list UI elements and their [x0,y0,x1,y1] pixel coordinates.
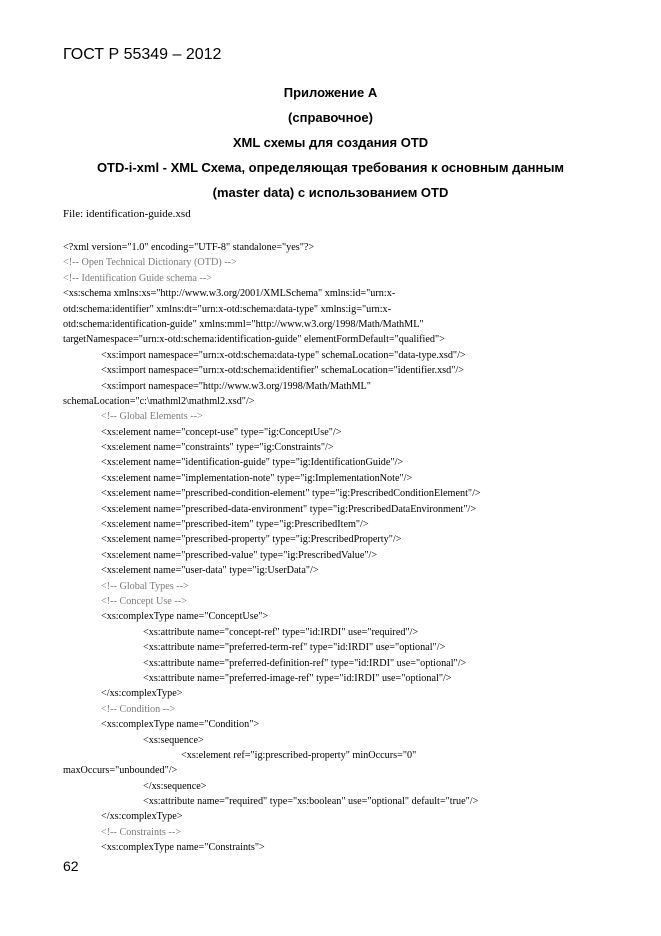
code-line: <xs:attribute name="preferred-term-ref" type="id:IRDI" use="optional"/> [143,642,446,654]
code-line: <xs:attribute name="preferred-definition-ref" type="id:IRDI" use="optional"/> [143,657,467,669]
code-listing [63,240,643,856]
code-line: <xs:element name="identification-guide" type="ig:IdentificationGuide"/> [101,457,404,469]
file-label: File: identification-guide.xsd [63,208,191,220]
code-line: <xs:import namespace="http://www.w3.org/1998/Math/MathML" [101,380,371,392]
code-line: <xs:element name="prescribed-property" type="ig:PrescribedProperty"/> [101,534,402,546]
code-line: <xs:sequence> [143,734,204,746]
code-line: <xs:import namespace="urn:x-otd:schema:identifier" schemaLocation="identifier.xsd"/> [101,365,464,377]
code-line: <xs:complexType name="Constraints"> [101,842,265,854]
code-line: </xs:complexType> [101,811,183,823]
code-line: otd:schema:identifier" xmlns:dt="urn:x-otd:schema:data-type" xmlns:ig="urn:x- [63,303,392,315]
code-line: <!-- Global Types --> [101,580,189,592]
appendix-reference: (справочное) [288,110,373,125]
code-line: <xs:attribute name="concept-ref" type="id:IRDI" use="required"/> [143,626,419,638]
code-line: maxOccurs="unbounded"/> [63,765,178,777]
page-number: 62 [63,858,79,874]
code-line: <xs:element name="constraints" type="ig:Constraints"/> [101,442,334,454]
code-line: <?xml version="1.0" encoding="UTF-8" standalone="yes"?> [63,242,315,253]
code-line: <!-- Global Elements --> [101,411,203,423]
code-line: targetNamespace="urn:x-otd:schema:identification-guide" elementFormDefault="qualified"> [63,334,445,346]
section-subtitle-line2: (master data) с использованием OTD [212,185,449,200]
code-line: <!-- Concept Use --> [101,595,187,607]
code-line: <xs:element name="prescribed-item" type="ig:PrescribedItem"/> [101,519,369,531]
code-line: <xs:element name="prescribed-value" type="ig:PrescribedValue"/> [101,549,378,561]
section-title: XML схемы для создания OTD [232,135,429,150]
appendix-title: Приложение А [283,85,378,100]
code-line: <xs:complexType name="Condition"> [101,719,260,731]
code-line: <!-- Open Technical Dictionary (OTD) --> [63,257,237,269]
code-line: schemaLocation="c:\mathml2\mathml2.xsd"/> [63,395,255,407]
document-header: ГОСТ Р 55349 – 2012 [63,46,222,63]
code-line: <xs:attribute name="preferred-image-ref" type="id:IRDI" use="optional"/> [143,672,452,684]
code-line: otd:schema:identification-guide" xmlns:mml="http://www.w3.org/1998/Math/MathML" [63,318,424,330]
code-line: <!-- Identification Guide schema --> [63,272,212,284]
section-subtitle-line1: OTD-i-xml - XML Схема, определяющая требования к основным данным [96,160,565,175]
code-line: <xs:element name="concept-use" type="ig:ConceptUse"/> [101,426,342,438]
code-line: </xs:sequence> [143,780,207,792]
code-line: <xs:import namespace="urn:x-otd:schema:data-type" schemaLocation="data-type.xsd"/> [101,349,466,361]
code-line: <xs:complexType name="ConceptUse"> [101,611,269,623]
code-line: <xs:element name="prescribed-condition-element" type="ig:PrescribedConditionElement"/> [101,488,481,500]
code-line: <xs:schema xmlns:xs="http://www.w3.org/2001/XMLSchema" xmlns:id="urn:x- [63,288,396,300]
code-line: <!-- Condition --> [101,703,176,715]
code-line: <xs:element name="prescribed-data-environment" type="ig:PrescribedDataEnvironment"/> [101,503,477,515]
code-line: <!-- Constraints --> [101,826,181,838]
code-line: <xs:element ref="ig:prescribed-property" minOccurs="0" [181,749,417,761]
code-line: <xs:attribute name="required" type="xs:boolean" use="optional" default="true"/> [143,796,479,808]
code-line: <xs:element name="implementation-note" type="ig:ImplementationNote"/> [101,472,413,484]
code-line: </xs:complexType> [101,688,183,700]
code-line: <xs:element name="user-data" type="ig:UserData"/> [101,565,319,577]
